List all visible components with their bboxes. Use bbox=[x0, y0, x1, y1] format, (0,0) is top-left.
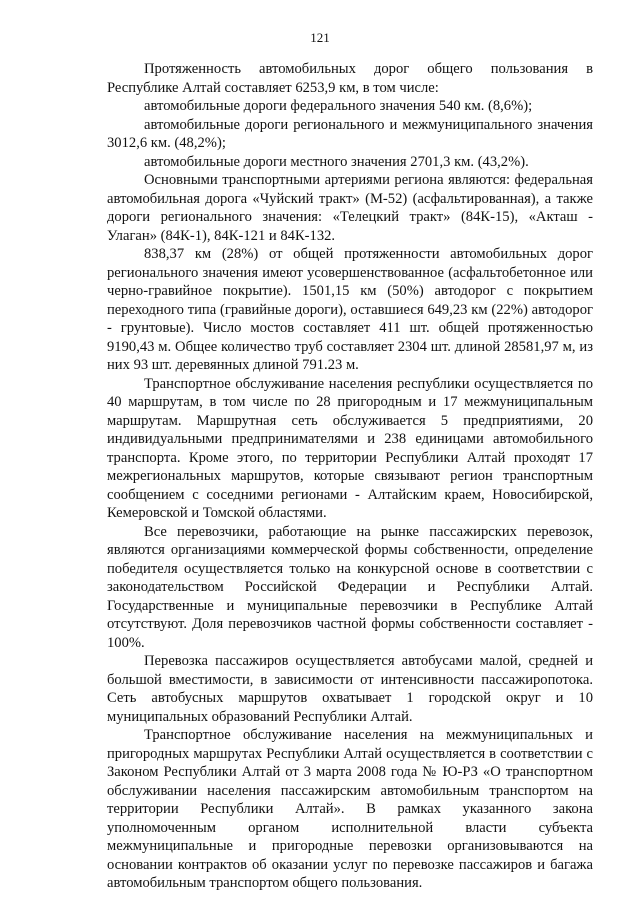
paragraph-local-roads: автомобильные дороги местного значения 2701,3 км. (43,2%). bbox=[144, 153, 529, 170]
paragraph-legal-basis: Транспортное обслуживание населения на межмуниципальных и пригородных маршрутах Республики Алтай осуществляется в соответствии с Законом Республики Алтай от 3 марта 2008 года № Ю-РЗ «О транспортном обслуживании населения пассажирским автомобильным транспортом на территории Республики Алтай». В рамках указанного закона уполномоченным органом исполнительной власти субъекта межмуниципальные и пригородные перевозки организовываются на основании контрактов об оказании услуг по перевозке пассажиров и багажа автомобильным транспортом общего пользования. bbox=[107, 727, 593, 891]
page-number: 121 bbox=[310, 30, 330, 45]
paragraph-road-surface: 838,37 км (28%) от общей протяженности автомобильных дорог регионального значения имеют усовершенствованное (асфальтобетонное или черно-гравийное покрытие). 1501,15 км (50%) автодорог с покрытием переходного типа (гравийные дороги), оставшиеся 649,23 км (22%) автодорог - грунтовые). Число мостов составляет 411 шт. общей протяженностью 9190,43 м. Общее количество труб составляет 2304 шт. длиной 28581,97 м, из них 93 шт. деревянных длиной 791.23 м. bbox=[107, 246, 593, 373]
paragraph-bus-capacity: Перевозка пассажиров осуществляется автобусами малой, средней и большой вместимости, в зависимости от интенсивности пассажиропотока. Сеть автобусных маршрутов охватывает 1 городской округ и 10 муниципальных образований Республики Алтай. bbox=[107, 653, 593, 725]
paragraph-transport-routes: Транспортное обслуживание населения республики осуществляется по 40 маршрутам, в том числе по 28 пригородным и 17 межмуниципальным маршрутам. Маршрутная сеть обслуживается 5 предприятиями, 20 индивидуальными предпринимателями и 238 единицами автомобильного транспорта. Кроме этого, по территории Республики Алтай проходят 17 межрегиональных маршрутов, которые связывают регион транспортным сообщением с соседними регионами - Алтайским краем, Новосибирской, Кемеровской и Томской областями. bbox=[107, 375, 593, 521]
paragraph-road-length: Протяженность автомобильных дорог общего пользования в Республике Алтай составляет 6253,9 км, в том числе: bbox=[107, 61, 593, 96]
paragraph-federal-roads: автомобильные дороги федерального значения 540 км. (8,6%); bbox=[144, 98, 533, 114]
paragraph-regional-roads: автомобильные дороги регионального и межмуниципального значения 3012,6 км. (48,2%); bbox=[107, 116, 593, 151]
document-text bbox=[107, 60, 593, 893]
paragraph-main-arteries: Основными транспортными артериями региона являются: федеральная автомобильная дорога «Чуйский тракт» (М-52) (асфальтированная), а также дороги регионального значения: «Телецкий тракт» (84К-15), «Акташ - Улаган» (84К-1), 84К-121 и 84К-132. bbox=[107, 172, 593, 244]
paragraph-carriers: Все перевозчики, работающие на рынке пассажирских перевозок, являются организациями коммерческой формы собственности, определение победителя осуществляется только на конкурсной основе в соответствии с законодательством Российской Федерации и Республики Алтай. Государственные и муниципальные перевозчики в Республике Алтай отсутствуют. Доля перевозчиков частной формы собственности составляет - 100%. bbox=[107, 523, 593, 651]
